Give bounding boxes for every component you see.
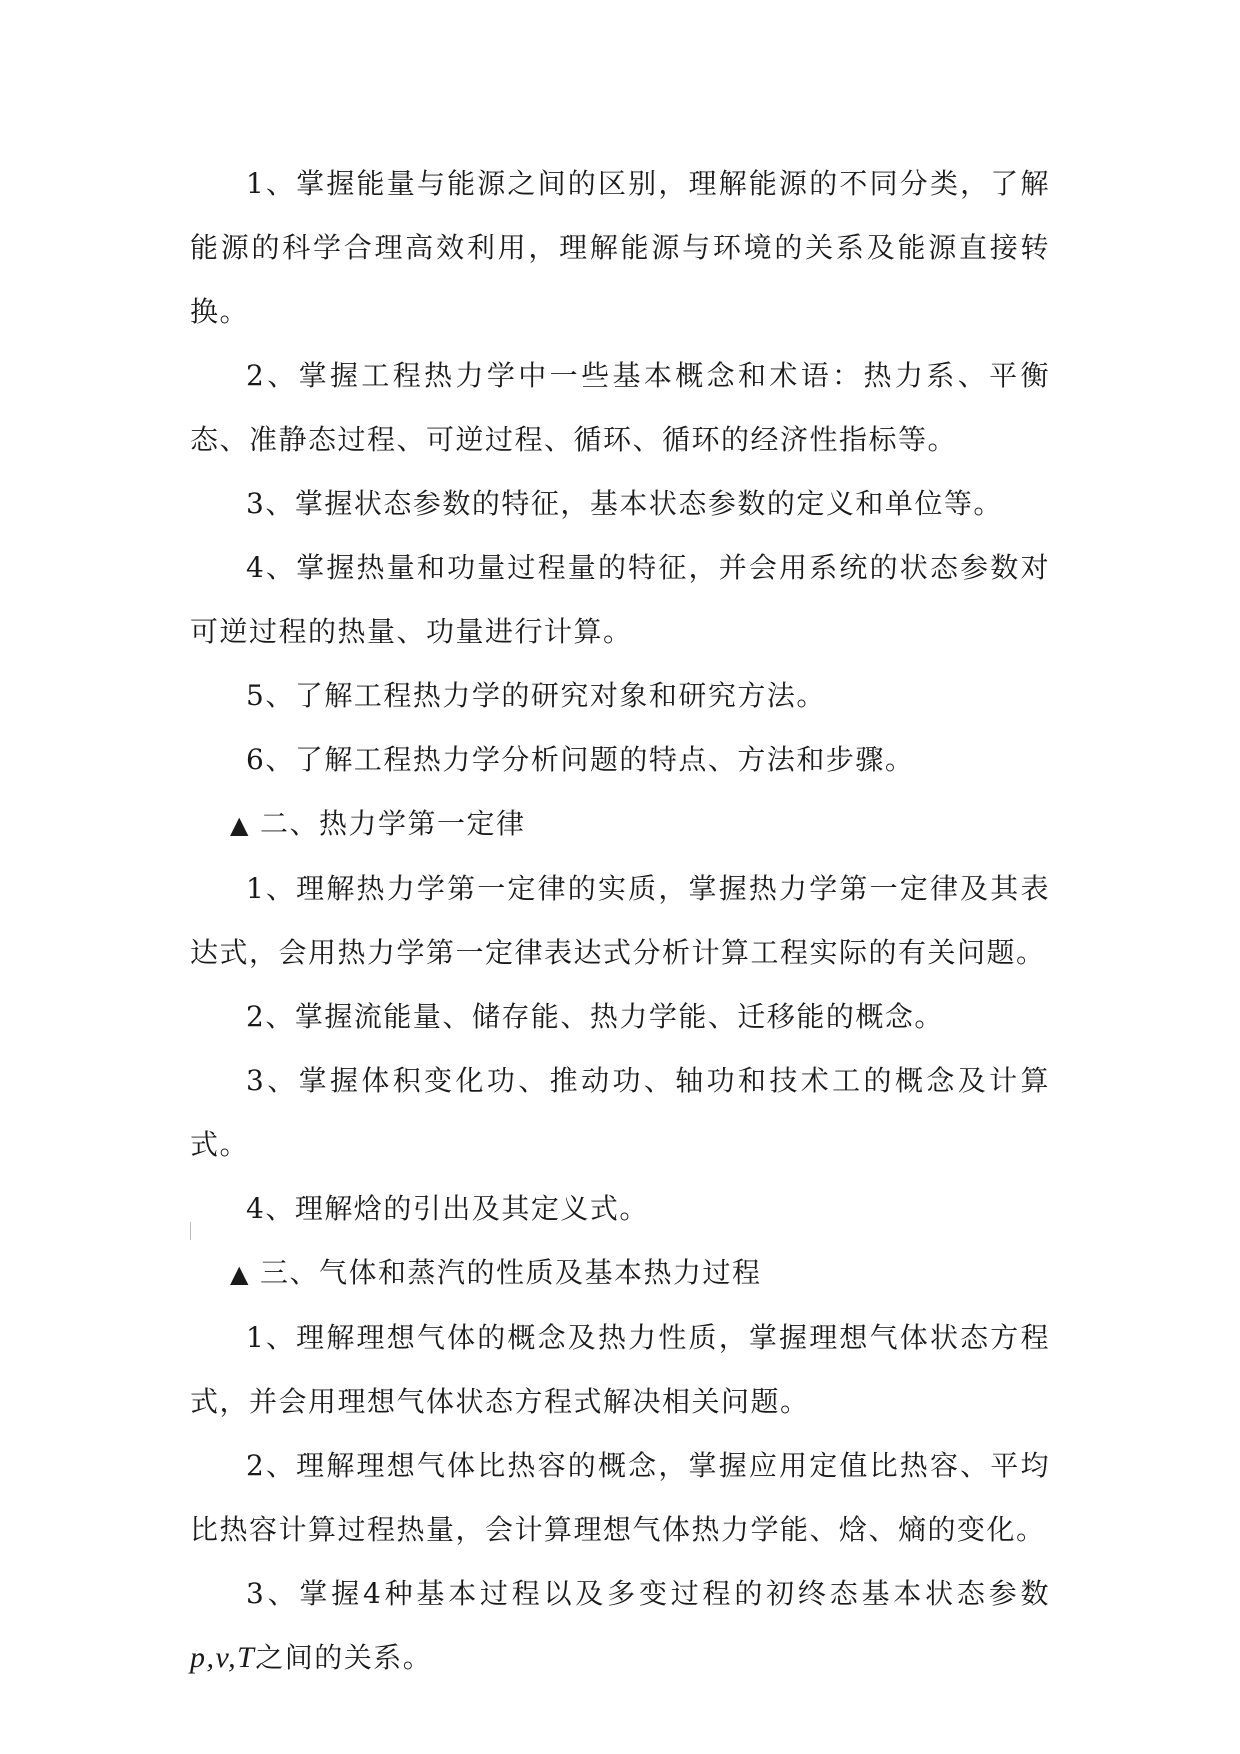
state-variables: p,v,T [190,1641,256,1674]
section3-item-3 [190,1562,1050,1690]
section2-heading [190,792,1050,857]
section3-heading [190,1241,1050,1306]
section1-item-3: 3、掌握状态参数的特征，基本状态参数的定义和单位等。 [246,487,1003,520]
section2-item-3: 3、掌握体积变化功、推动功、轴功和技术工的概念及计算式。 [190,1064,1050,1161]
section3-title: 三、气体和蒸汽的性质及基本热力过程 [259,1256,762,1289]
section1-item-4: 4、掌握热量和功量过程量的特征，并会用系统的状态参数对可逆过程的热量、功量进行计算。 [190,551,1050,648]
triangle-icon: ▲ [230,1260,250,1288]
section2-item-1: 1、理解热力学第一定律的实质，掌握热力学第一定律及其表达式，会用热力学第一定律表达式分析计算工程实际的有关问题。 [190,872,1050,969]
section2-item-4: 4、理解焓的引出及其定义式。 [246,1192,649,1225]
section3-item-2: 2、理解理想气体比热容的概念，掌握应用定值比热容、平均比热容计算过程热量，会计算理想气体热力学能、焓、熵的变化。 [190,1449,1050,1546]
section2-title: 二、热力学第一定律 [259,807,526,840]
triangle-icon: ▲ [230,811,250,839]
section2-item-2: 2、掌握流能量、储存能、热力学能、迁移能的概念。 [246,1000,944,1033]
section3-item-3-end: 之间的关系。 [255,1641,433,1674]
section1-item-6: 6、了解工程热力学分析问题的特点、方法和步骤。 [246,743,915,776]
section1-item-1: 1、掌握能量与能源之间的区别，理解能源的不同分类，了解能源的科学合理高效利用，理解能源与环境的关系及能源直接转换。 [190,167,1050,328]
document-body [190,152,1050,1690]
section1-item-2: 2、掌握工程热力学中一些基本概念和术语：热力系、平衡态、准静态过程、可逆过程、循环、循环的经济性指标等。 [190,359,1050,456]
section1-item-5: 5、了解工程热力学的研究对象和研究方法。 [246,679,826,712]
section3-item-1: 1、理解理想气体的概念及热力性质，掌握理想气体状态方程式，并会用理想气体状态方程式解决相关问题。 [190,1321,1050,1418]
section3-item-3-text: 3、掌握4种基本过程以及多变过程的初终态基本状态参数 [246,1577,1050,1610]
